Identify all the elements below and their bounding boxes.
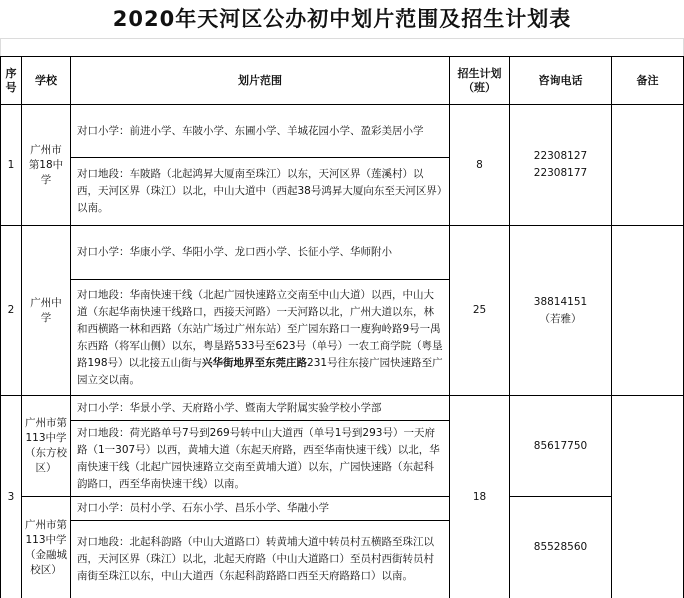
row-seq: 3 (7, 490, 15, 503)
col-border (611, 56, 612, 598)
school-name: 广州市第113中学（金融城校区） (25, 518, 67, 576)
header-phone: 咨询电话 (538, 73, 583, 87)
header-range: 划片范围 (238, 73, 282, 87)
area-range: 对口地段：荷光路单号7号到269号转中山大道西（单号1号到293号）一天府路（1一307号）以西，黄埔大道（东起天府路，西至华南快速干线）以北，华南快速干线（北起广园快速路立交南至黄埔大道）以东，广园快速路（东起科韵路口，西至华南快速干线）以南。 (77, 426, 440, 490)
area-range-tail-text: 231号往东接广园快速路至广园立交以南。 (77, 356, 443, 386)
header-plan: 招生计划（班） (457, 66, 502, 94)
area-range-bold-text: 兴华街地界至东莞庄路 (202, 356, 308, 369)
enrollment-plan: 25 (472, 304, 487, 316)
area-range (71, 280, 449, 395)
primary-schools: 对口小学：华康小学、华阳小学、龙口西小学、长征小学、华师附小 (77, 246, 392, 258)
school-name: 广州市第18中学 (28, 143, 64, 186)
area-range-text: 对口地段：华南快速干线（北起广园快速路立交南至中山大道）以西，中山大道（东起华南快速干线路口，西接天河路）一天河路以北，广州大道以东，林和西横路一林和西路（东站广场过广州东站）至广园东路口一廋狗岭路9号一禺东西路（将军山侧）以东，粤垦路533号至623号（单号）一农工商学院（粤垦路198号）以北接五山街与 (77, 288, 443, 369)
row-seq: 2 (7, 304, 15, 316)
header-seq: 序号 (5, 66, 17, 94)
row-seq: 1 (7, 158, 15, 171)
page-title: 2020年天河区公办初中划片范围及招生计划表 (112, 7, 572, 31)
phone-number: 38814151 （若雅） (533, 295, 588, 325)
gridline (0, 38, 684, 39)
enrollment-plan: 8 (476, 158, 483, 171)
area-range: 对口地段：北起科韵路（中山大道路口）转黄埔大道中转员村五横路至珠江以西，天河区界（珠江）以北，北起天府路（中山大道路口）至员村西街转员村南街至珠江以东，中山大道西（东起科韵路路口西至天府路路口）以南。 (77, 536, 434, 582)
header-note: 备注 (636, 73, 659, 87)
phone-number: 22308127 22308177 (533, 150, 588, 179)
header-school: 学校 (35, 73, 57, 87)
enrollment-plan: 18 (472, 490, 487, 503)
school-name: 广州市第113中学（东方校区） (25, 417, 67, 474)
school-name: 广州中学 (30, 296, 62, 324)
area-range: 对口地段：车陂路（北起鸿昇大厦南至珠江）以东，天河区界（莲溪村）以西，天河区界（珠江）以北，中山大道中（西起38号鸿昇大厦向东至天河区界）以南。 (77, 168, 443, 214)
phone-number: 85528560 (533, 541, 588, 553)
phone-number: 85617750 (533, 439, 588, 452)
primary-schools: 对口小学：前进小学、车陂小学、东圃小学、羊城花园小学、盈彩美居小学 (77, 124, 424, 137)
primary-schools: 对口小学：员村小学、石东小学、昌乐小学、华融小学 (77, 502, 329, 514)
primary-schools: 对口小学：华景小学、天府路小学、暨南大学附属实验学校小学部 (77, 401, 382, 414)
